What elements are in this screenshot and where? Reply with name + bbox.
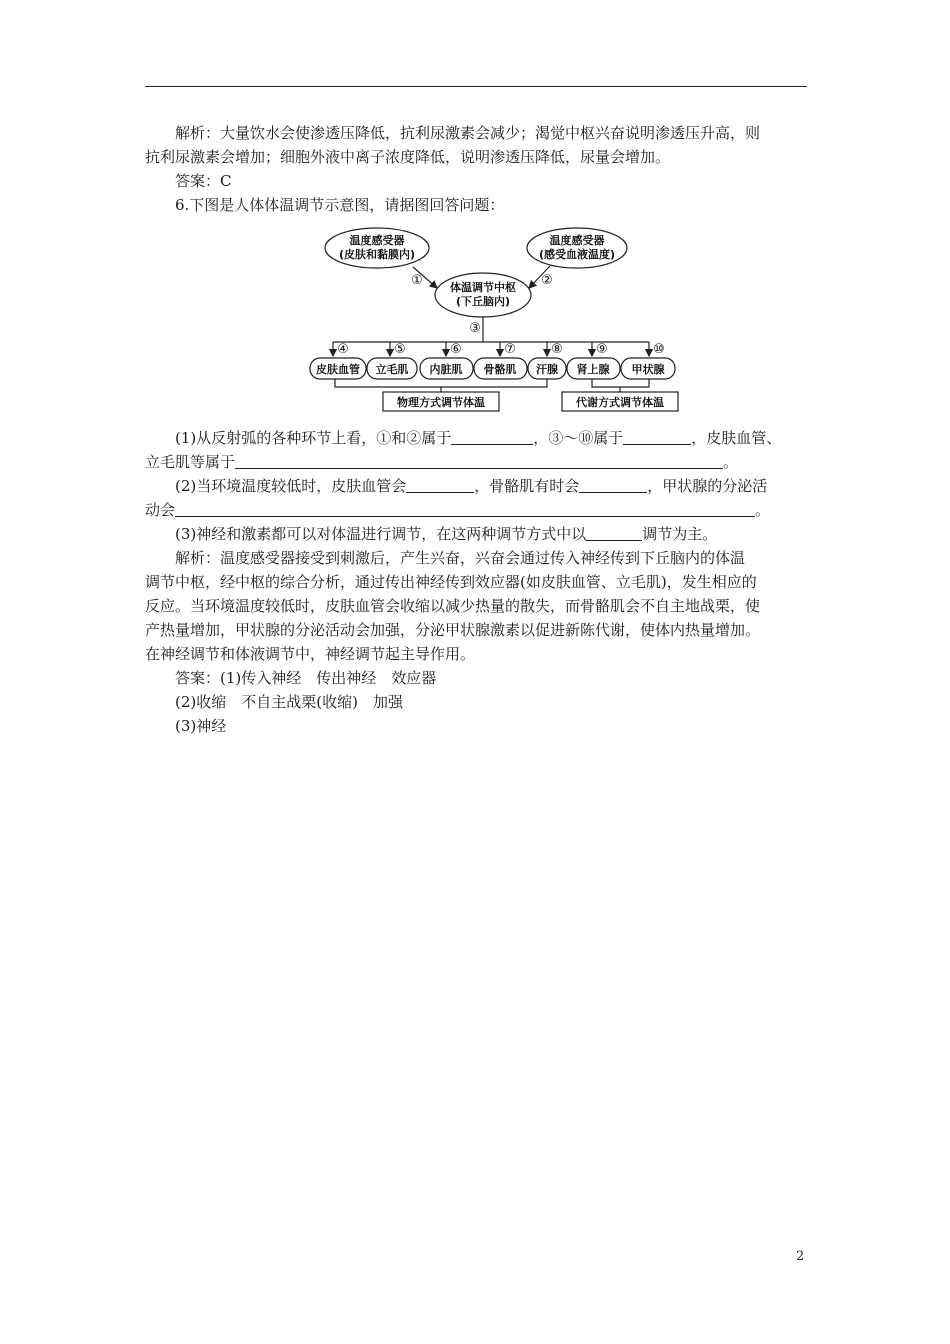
- question-title: 6.下图是人体体温调节示意图，请据图回答问题：: [175, 196, 505, 214]
- q2-blank-3[interactable]: [175, 501, 755, 517]
- effector-label-9: 肾上腺: [576, 363, 610, 376]
- diagram-svg: [145, 222, 807, 418]
- analysis-line-4: 产热量增加，甲状腺的分泌活动会加强，分泌甲状腺激素以促进新陈代谢，使体内热量增加。: [145, 621, 761, 639]
- analysis-line-5: 在神经调节和体液调节中，神经调节起主导作用。: [145, 645, 476, 663]
- q2-blank-1[interactable]: [406, 477, 474, 493]
- answer-1: 答案：(1)传入神经 传出神经 效应器: [175, 669, 437, 687]
- receptor-left-title: 温度感受器: [349, 234, 405, 247]
- thermoregulation-diagram: [145, 222, 807, 418]
- q1-blank-3[interactable]: [235, 453, 723, 469]
- header-rule: [145, 86, 807, 87]
- answer-3: (3)神经: [175, 717, 227, 735]
- question-2-line2: 动会 。: [145, 501, 771, 519]
- answer-prev: 答案：C: [175, 172, 232, 190]
- arrow-label-2: ②: [541, 273, 553, 288]
- q3-blank[interactable]: [586, 525, 642, 541]
- receptor-right-sub: (感受血液温度): [538, 248, 616, 261]
- questions-and-answers: [145, 426, 807, 738]
- q2-blank-2[interactable]: [579, 477, 647, 493]
- effector-num-6: ⑥: [450, 342, 462, 357]
- q1-blank-1[interactable]: [451, 429, 533, 445]
- effector-num-9: ⑨: [596, 342, 608, 357]
- effector-label-8: 汗腺: [536, 363, 558, 376]
- answer-2: (2)收缩 不自主战栗(收缩) 加强: [175, 693, 403, 711]
- q1-blank-2[interactable]: [623, 429, 691, 445]
- physical-label: 物理方式调节体温: [397, 396, 485, 409]
- effector-label-5: 立毛肌: [375, 363, 409, 376]
- receptor-left-sub: (皮肤和黏膜内): [338, 248, 416, 261]
- question-3: (3)神经和激素都可以对体温进行调节，在这两种调节方式中以 调节为主。: [175, 525, 718, 543]
- effector-label-10: 甲状腺: [631, 363, 665, 376]
- physical-bracket: [335, 379, 547, 387]
- metabolic-bracket: [592, 379, 649, 387]
- analysis-line-3: 反应。当环境温度较低时，皮肤血管会收缩以减少热量的散失，而骨骼肌会不自主地战栗，使: [145, 597, 761, 615]
- previous-analysis: [145, 121, 807, 217]
- metabolic-label: 代谢方式调节体温: [576, 396, 664, 409]
- effector-num-5: ⑤: [394, 342, 406, 357]
- effector-num-8: ⑧: [551, 342, 563, 357]
- question-1-line2: 立毛肌等属于 。: [145, 453, 739, 471]
- receptor-right-title: 温度感受器: [549, 234, 605, 247]
- arrow-label-3: ③: [469, 321, 481, 336]
- effector-num-7: ⑦: [504, 342, 516, 357]
- effector-num-10: ⑩: [653, 342, 665, 357]
- question-2-line1: (2)当环境温度较低时，皮肤血管会 ，骨骼肌有时会 ，甲状腺的分泌活: [175, 477, 768, 495]
- center-title: 体温调节中枢: [450, 281, 516, 294]
- center-sub: (下丘脑内): [455, 295, 511, 308]
- effector-label-4: 皮肤血管: [316, 363, 360, 376]
- arrow-label-1: ①: [411, 273, 423, 288]
- analysis-line-2: 调节中枢，经中枢的综合分析，通过传出神经传到效应器(如皮肤血管、立毛肌)，发生相应的: [145, 573, 757, 591]
- page-number: 2: [796, 1249, 805, 1264]
- analysis-prev-line2: 抗利尿激素会增加；细胞外液中离子浓度降低，说明渗透压降低，尿量会增加。: [145, 148, 671, 166]
- effector-label-6: 内脏肌: [429, 363, 463, 376]
- question-1-line1: (1)从反射弧的各种环节上看，①和②属于 ，③～⑩属于 ，皮肤血管、: [175, 429, 782, 447]
- effector-num-4: ④: [337, 342, 349, 357]
- analysis-prev-line1: 解析：大量饮水会使渗透压降低，抗利尿激素会减少；渴觉中枢兴奋说明渗透压升高，则: [175, 124, 761, 142]
- analysis-line-1: 解析：温度感受器接受到刺激后，产生兴奋，兴奋会通过传入神经传到下丘脑内的体温: [175, 549, 746, 567]
- effector-label-7: 骨骼肌: [483, 363, 517, 376]
